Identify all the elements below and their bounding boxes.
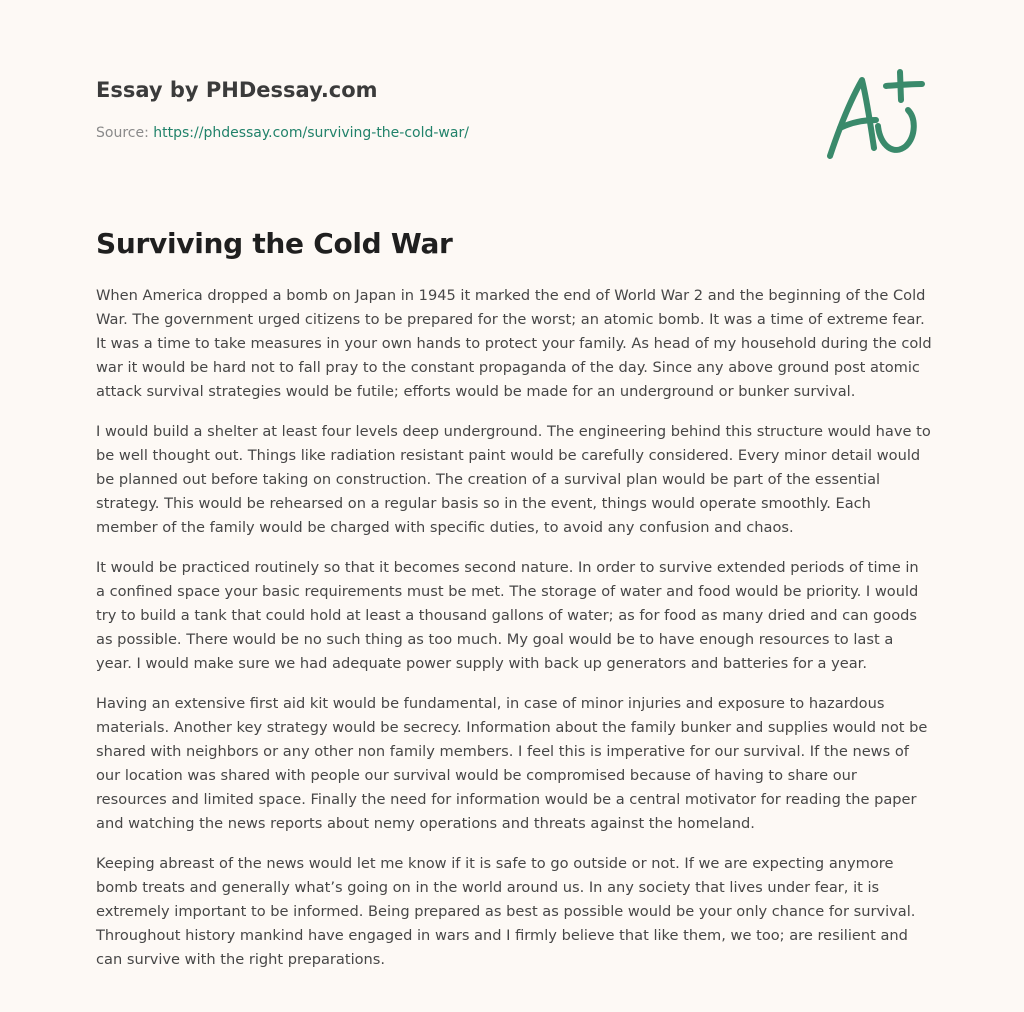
a-plus-logo-icon xyxy=(820,66,930,166)
source-label: Source: xyxy=(96,125,149,141)
essay-body xyxy=(96,284,932,988)
essay-paragraph: I would build a shelter at least four levels deep underground. The engineering behind this structure would have to be well thought out. Things like radiation resistant paint would be carefully considered. Every minor detail would be planned out before taking on construction. The creation of a survival plan would be part of the essential strategy. This would be rehearsed on a regular basis so in the event, things would operate smoothly. Each member of the family would be charged with specific duties, to avoid any confusion and chaos. xyxy=(96,423,931,536)
essay-paragraph: Keeping abreast of the news would let me know if it is safe to go outside or not. If we are expecting anymore bomb treats and generally what’s going on in the world around us. In any society that lives under fear, it is extremely important to be informed. Being prepared as best as possible would be your only chance for survival. Throughout history mankind have engaged in wars and I firmly believe that like them, we too; are resilient and can survive with the right preparations. xyxy=(96,855,916,968)
document-header xyxy=(96,74,776,144)
essay-paragraph: It would be practiced routinely so that it becomes second nature. In order to survive extended periods of time in a confined space your basic requirements must be met. The storage of water and food would be priority. I would try to build a tank that could hold at least a thousand gallons of water; as for food as many dried and can goods as possible. There would be no such thing as too much. My goal would be to have enough resources to last a year. I would make sure we had adequate power supply with back up generators and batteries for a year. xyxy=(96,559,919,672)
brand-title: Essay by PHDessay.com xyxy=(96,78,378,102)
source-link[interactable]: https://phdessay.com/surviving-the-cold-war/ xyxy=(153,125,469,141)
essay-title: Surviving the Cold War xyxy=(96,227,453,260)
essay-paragraph: Having an extensive first aid kit would be fundamental, in case of minor injuries and exposure to hazardous materials. Another key strategy would be secrecy. Information about the family bunker and supplies would not be shared with neighbors or any other non family members. I feel this is imperative for our survival. If the news of our location was shared with people our survival would be compromised because of having to share our resources and limited space. Finally the need for information would be a central motivator for reading the paper and watching the news reports about nemy operations and threats against the homeland. xyxy=(96,695,928,832)
source-line xyxy=(96,122,776,144)
essay-paragraph: When America dropped a bomb on Japan in 1945 it marked the end of World War 2 and the beginning of the Cold War. The government urged citizens to be prepared for the worst; an atomic bomb. It was a time of extreme fear. It was a time to take measures in your own hands to protect your family. As head of my household during the cold war it would be hard not to fall pray to the constant propaganda of the day. Since any above ground post atomic attack survival strategies would be futile; efforts would be made for an underground or bunker survival. xyxy=(96,287,932,400)
